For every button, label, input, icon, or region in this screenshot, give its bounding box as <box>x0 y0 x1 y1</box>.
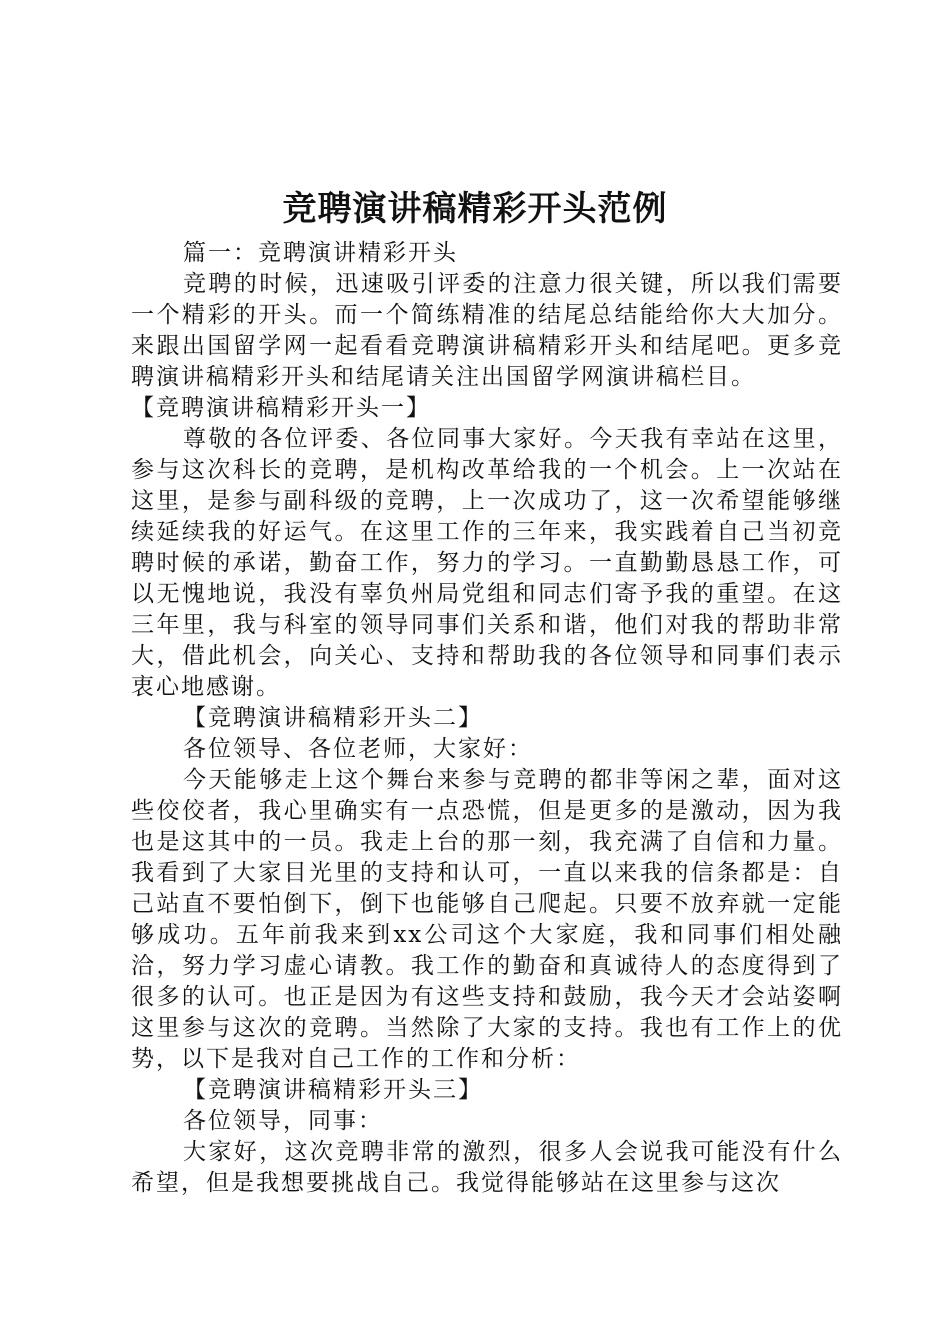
paragraph: 今天能够走上这个舞台来参与竞聘的都非等闲之辈，面对这些佼佼者，我心里确实有一点恐慌，但是更多的是激动，因为我也是这其中的一员。我走上台的那一刻，我充满了自信和力量。我看到了大家目光里的支持和认可，一直以来我的信条都是：自己站直不要怕倒下，倒下也能够自己爬起。只要不放弃就一定能够成功。五年前我来到xx公司这个大家庭，我和同事们相处融洽，努力学习虚心请教。我工作的勤奋和真诚待人的态度得到了很多的认可。也正是因为有这些支持和鼓励，我今天才会站姿啊这里参与这次的竞聘。当然除了大家的支持。我也有工作上的优势，以下是我对自己工作的工作和分析： <box>131 767 843 1072</box>
paragraph: 大家好，这次竞聘非常的激烈，很多人会说我可能没有什么希望，但是我想要挑战自己。我觉得能够站在这里参与这次 <box>131 1139 843 1196</box>
paragraph: 尊敬的各位评委、各位同事大家好。今天我有幸站在这里，参与这次科长的竞聘，是机构改革给我的一个机会。上一次站在这里，是参与副科级的竞聘，上一次成功了，这一次希望能够继续延续我的好运气。在这里工作的三年来，我实践着自己当初竞聘时候的承诺，勤奋工作，努力的学习。一直勤勤恳恳工作，可以无愧地说，我没有辜负州局党组和同志们寄予我的重望。在这三年里，我与科室的领导同事们关系和谐，他们对我的帮助非常大，借此机会，向关心、支持和帮助我的各位领导和同事们表示衷心地感谢。 <box>131 426 843 700</box>
paragraph: 各位领导，同事： <box>183 1108 383 1134</box>
document-title: 竞聘演讲稿精彩开头范例 <box>282 189 668 229</box>
section-heading: 【竞聘演讲稿精彩开头二】 <box>183 705 483 731</box>
paragraph: 篇一：竞聘演讲精彩开头 <box>183 240 458 266</box>
section-heading: 【竞聘演讲稿精彩开头三】 <box>183 1077 483 1103</box>
paragraph: 各位领导、各位老师，大家好： <box>183 736 533 762</box>
document-body <box>131 238 843 1199</box>
section-heading: 【竞聘演讲稿精彩开头一】 <box>131 395 431 421</box>
paragraph: 竞聘的时候，迅速吸引评委的注意力很关键，所以我们需要一个精彩的开头。而一个简练精准的结尾总结能给你大大加分。来跟出国留学网一起看看竞聘演讲稿精彩开头和结尾吧。更多竞聘演讲稿精彩开头和结尾请关注出国留学网演讲稿栏目。 <box>131 271 843 390</box>
